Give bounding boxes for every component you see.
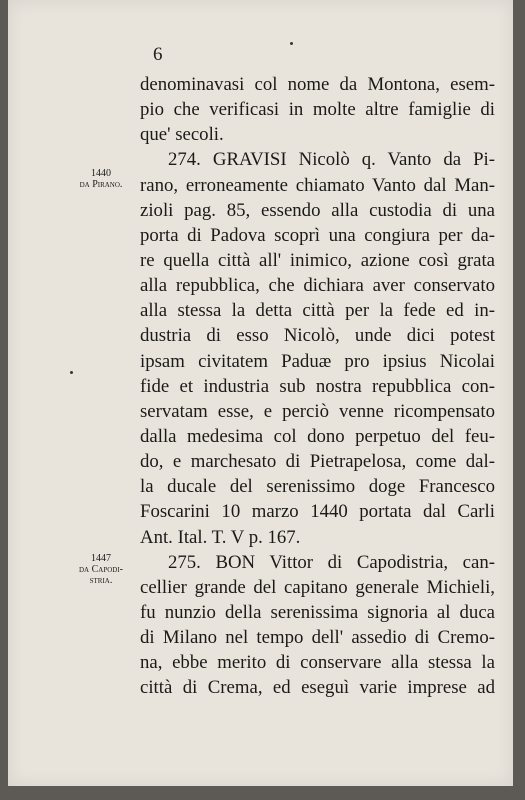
text-line: que' secoli. (140, 124, 224, 146)
text-line: dustria di esso Nicolò, unde dici potest (140, 325, 495, 347)
text-line: ipsam civitatem Paduæ pro ipsius Nicolai (140, 350, 495, 372)
text-line: Foscarini 10 marzo 1440 portata dal Carli (140, 501, 495, 523)
margin-note-place-continued: stria. (89, 575, 113, 586)
text-line: Ant. Ital. T. V p. 167. (140, 526, 301, 548)
text-line: fide et industria sub nostra repubblica con- (140, 375, 495, 397)
text-line: cellier grande del capitano generale Michieli, (140, 576, 495, 598)
body-text (140, 72, 495, 701)
text-line: servatam esse, e perciò venne ricompensato (140, 400, 495, 422)
text-line: do, e marchesato di Pietrapelosa, come dal- (140, 451, 495, 473)
text-line: di Milano nel tempo dell' assedio di Cremo- (140, 627, 495, 649)
text-line: rano, erroneamente chiamato Vanto dal Man- (140, 174, 495, 196)
text-line: na, ebbe merito di conservare alla stessa la (140, 652, 495, 674)
book-page (8, 0, 513, 786)
margin-note-1440 (66, 168, 136, 190)
text-line: porta di Padova scoprì una congiura per da- (140, 224, 495, 246)
text-line: alla repubblica, che dichiara aver conservato (140, 275, 495, 297)
margin-note-1447 (66, 553, 136, 586)
margin-note-place: da Capodi- (79, 564, 123, 575)
text-line: pio che verificasi in molte altre famiglie di (140, 99, 495, 121)
text-line: 274. GRAVISI Nicolò q. Vanto da Pi- (168, 149, 495, 171)
text-line: la ducale del serenissimo doge Francesco (140, 476, 495, 498)
text-line: fu nunzio della serenissima signoria al duca (140, 601, 495, 623)
page-number: 6 (153, 44, 163, 65)
margin-note-year: 1447 (91, 553, 111, 564)
text-line: alla stessa la detta città per la fede ed in- (140, 300, 495, 322)
text-line: zioli pag. 85, essendo alla custodia di una (140, 199, 495, 221)
text-line: città di Crema, ed eseguì varie imprese ad (140, 677, 495, 699)
text-line: dalla medesima col dono perpetuo del feu- (140, 425, 495, 447)
margin-note-place: da Pirano. (79, 179, 123, 190)
paper-speck (290, 42, 293, 45)
paper-speck (70, 371, 73, 374)
text-line: denominavasi col nome da Montona, esem- (140, 74, 495, 95)
text-line: re quella città all' inimico, azione così grata (140, 249, 495, 271)
margin-note-year: 1440 (91, 168, 111, 179)
text-line: 275. BON Vittor di Capodistria, can- (168, 551, 495, 573)
